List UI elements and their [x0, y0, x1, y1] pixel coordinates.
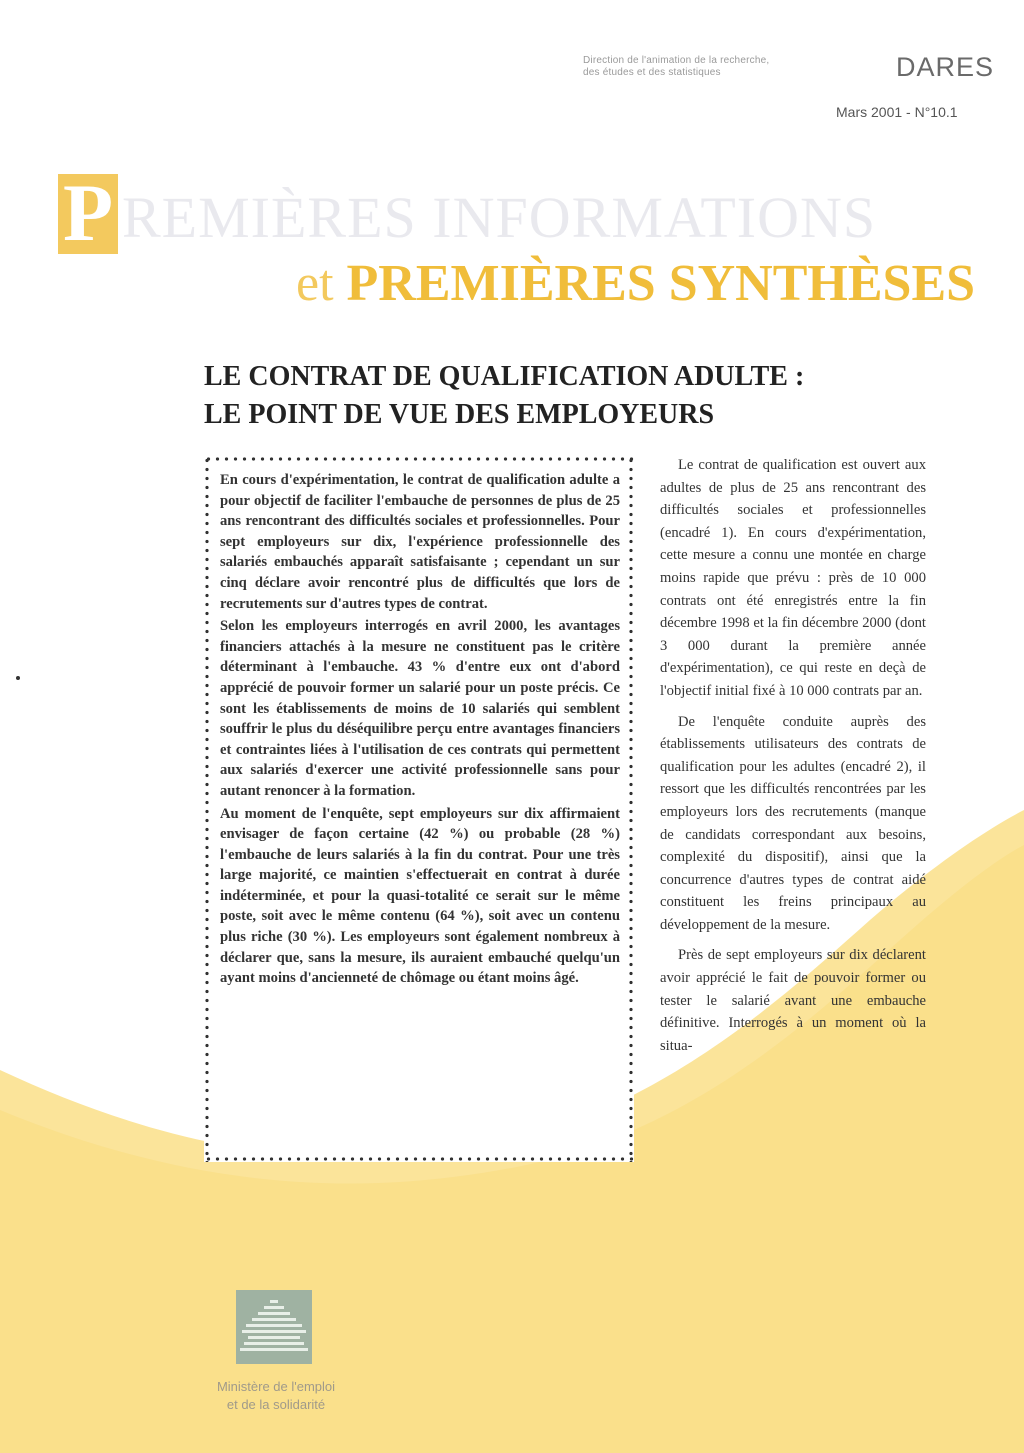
dotted-border-right: [628, 456, 634, 1162]
margin-mark: [16, 676, 20, 680]
dotted-border-bottom: [204, 1156, 634, 1162]
body-paragraph-3: Près de sept employeurs sur dix déclarent avoir apprécié le fait de pouvoir former ou tester le salarié avant une embauche définitive. Interrogés à un moment où la situa-: [660, 947, 926, 1054]
issue-date-number: Mars 2001 - N°10.1: [836, 104, 958, 120]
summary-paragraph-2: Selon les employeurs interrogés en avril 2000, les avantages financiers attachés à la mesure ne constituent pas le critère déterminant à l'embauche. 43 % d'entre eux ont d'abord apprécié de pouvoir former un salarié pour un poste précis. Ce sont les établissements de moins de 10 salariés qui semblent souffrir le plus du déséquilibre perçu entre avantages financiers et contraintes liées à l'utilisation de ces contrats qui permettent aux salariés d'exercer une activité professionnelle sans pour autant renoncer à la formation.: [220, 618, 620, 799]
summary-paragraph-1: En cours d'expérimentation, le contrat de qualification adulte a pour objectif de faciliter l'embauche de personnes de plus de 25 ans rencontrant des difficultés sociales et professionnelles. Pour sept employeurs sur dix, l'expérience professionnelle des salariés embauchés apparaît satisfaisante ; cependant un sur cinq déclare avoir rencontré plus de difficultés que lors de recrutements sur d'autres types de contrat.: [220, 472, 620, 612]
dotted-border-left: [204, 456, 210, 1162]
headline-line-2: LE POINT DE VUE DES EMPLOYEURS: [204, 399, 715, 430]
article-headline: [204, 358, 964, 434]
agency-line-1: Direction de l'animation de la recherche,: [583, 55, 770, 66]
masthead-initial-box: [58, 167, 118, 258]
ministry-logo: [236, 1290, 312, 1364]
summary-text: [220, 470, 620, 991]
ministry-logo-emblem: [236, 1290, 312, 1364]
body-column: [660, 454, 926, 1065]
ministry-line-1: Ministère de l'emploi: [216, 1379, 336, 1394]
masthead-syntheses: PREMIÈRES SYNTHÈSES: [346, 255, 976, 312]
dotted-border-top: [204, 456, 634, 462]
headline-line-1: LE CONTRAT DE QUALIFICATION ADULTE :: [204, 361, 805, 392]
masthead-line-1: REMIÈRES INFORMATIONS: [122, 185, 877, 250]
agency-line-2: des études et des statistiques: [583, 67, 721, 78]
ministry-name: [186, 1378, 366, 1414]
masthead-line-2: [296, 254, 975, 314]
summary-box: [204, 456, 634, 1162]
masthead-et: et: [296, 255, 334, 312]
body-paragraph-2: De l'enquête conduite auprès des établissements utilisateurs des contrats de qualification pour les adultes (encadré 2), il ressort que les difficultés rencontrées par les employeurs lors des recrutements (manque de candidats correspondant aux besoins, complexité du dispositif), ainsi que la concurrence d'autres types de contrat aidé constituent les freins principaux au développement de la mesure.: [660, 713, 926, 933]
body-paragraph-1: Le contrat de qualification est ouvert aux adultes de plus de 25 ans rencontrant des difficultés sociales et professionnelles (encadré 1). En cours d'expérimentation, cette mesure a connu une montée en charge moins rapide que prévu : près de 10 000 contrats ont été enregistrés entre la fin décembre 1998 et la fin décembre 2000 (dont 3 000 durant la première année d'expérimentation), ce qui reste en deçà de l'objectif initial fixé à 10 000 contrats par an.: [660, 457, 926, 699]
agency-acronym: DARES: [896, 52, 995, 82]
ministry-line-2: et de la solidarité: [226, 1397, 326, 1412]
summary-paragraph-3: Au moment de l'enquête, sept employeurs sur dix affirmaient envisager de façon certaine (42 %) ou probable (28 %) l'embauche de leurs salariés à la fin du contrat. Pour une très large majorité, ce maintien s'effectuerait en contrat à durée indéterminée, et pour la quasi-totalité ce serait sur le même poste, soit avec le même contenu (64 %), soit avec un contenu plus riche (30 %). Les employeurs sont également nombreux à déclarer que, sans la mesure, ils auraient embauché quelqu'un ayant moins d'ancienneté de chômage ou étant moins âgé.: [220, 805, 620, 987]
masthead-initial: P: [62, 167, 114, 258]
